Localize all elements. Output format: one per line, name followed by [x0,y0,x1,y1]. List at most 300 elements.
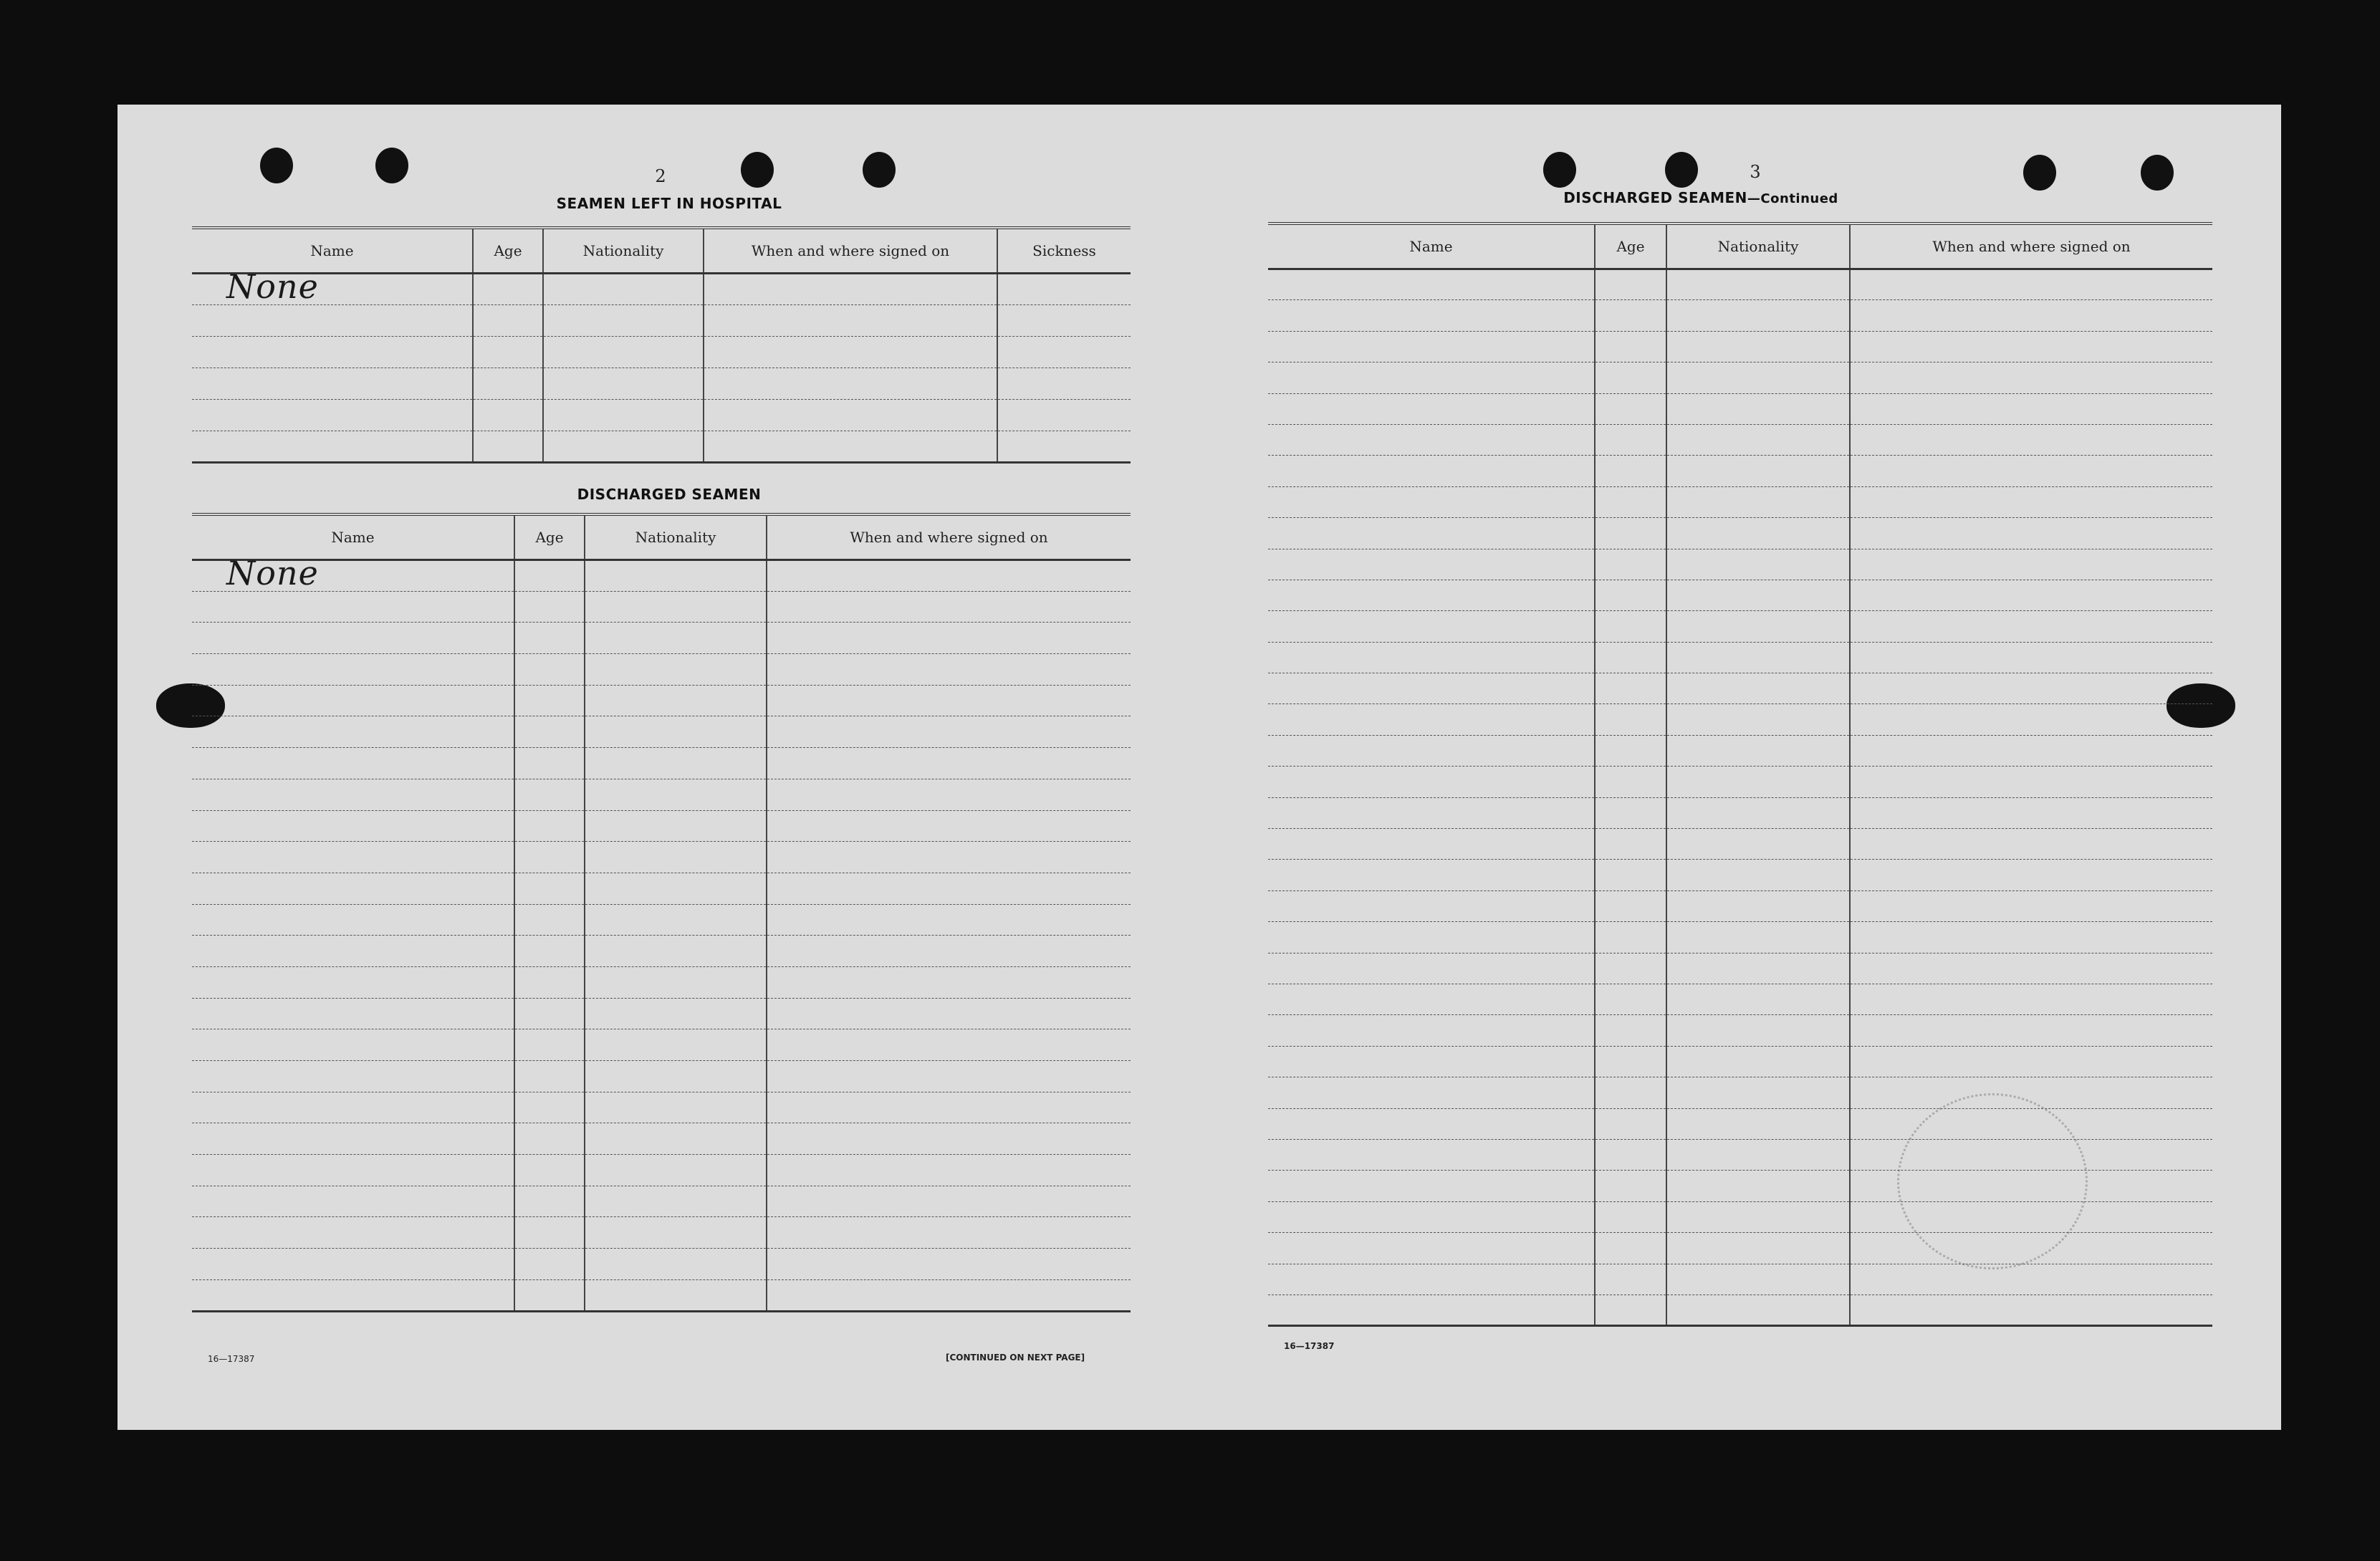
ledger-cell [1850,829,2212,860]
column-header-nationality: Nationality [543,228,704,274]
ledger-cell [192,936,514,967]
form-number-left: 16—17387 [208,1354,255,1364]
ledger-row [192,337,1131,368]
ledger-cell [1595,1139,1666,1170]
ledger-cell [1595,860,1666,890]
ledger-row [1268,860,2212,890]
ledger-cell [1595,1015,1666,1046]
ledger-cell [514,810,585,842]
column-header-nationality: Nationality [1666,224,1850,269]
column-header-age: Age [473,228,543,274]
ledger-cell [1666,269,1850,300]
ledger-cell [997,400,1131,431]
ledger-cell [585,1155,767,1186]
ledger-cell [585,998,767,1029]
ledger-cell [1268,1139,1595,1170]
ledger-cell [585,623,767,654]
column-header-signed-on: When and where signed on [704,228,997,274]
column-header-signed-on: When and where signed on [767,514,1131,560]
ledger-cell [767,1061,1131,1092]
ledger-cell [767,748,1131,779]
page-number-right: 3 [1750,162,1761,182]
ledger-row [192,400,1131,431]
ledger-cell [192,431,473,463]
ledger-cell [514,1029,585,1061]
hospital-section-title: SEAMEN LEFT IN HOSPITAL [556,195,782,212]
punch-hole [2141,155,2174,191]
ledger-cell [514,1217,585,1249]
ledger-cell [1268,735,1595,766]
ledger-cell [1595,1201,1666,1232]
ledger-cell [997,368,1131,400]
ledger-cell [704,337,997,368]
ledger-row [192,305,1131,337]
ledger-cell [514,1249,585,1280]
ledger-row [1268,890,2212,921]
ledger-cell [767,936,1131,967]
column-header-signed-on: When and where signed on [1850,224,2212,269]
ledger-cell [767,779,1131,810]
ledger-cell [1850,331,2212,362]
ledger-row [192,748,1131,779]
ledger-cell [767,1186,1131,1217]
ledger-cell [192,1123,514,1155]
ledger-cell [1850,1046,2212,1077]
ledger-cell [1850,890,2212,921]
ledger-cell [1666,673,1850,704]
ledger-cell [1595,922,1666,953]
ledger-cell [543,431,704,463]
ledger-row [1268,611,2212,642]
ledger-cell [767,998,1131,1029]
ledger-row [192,591,1131,623]
ledger-cell [192,716,514,748]
ledger-cell [767,873,1131,904]
ledger-cell [1666,1201,1850,1232]
ledger-cell [1268,269,1595,300]
ledger-cell [1268,953,1595,984]
ledger-cell [1850,704,2212,735]
ledger-cell [1268,1295,1595,1325]
ledger-cell [767,904,1131,936]
ledger-cell [1666,549,1850,580]
ledger-cell [1595,953,1666,984]
ledger-cell [473,400,543,431]
ledger-cell [192,904,514,936]
ledger-cell [192,1249,514,1280]
ledger-cell [585,873,767,904]
ledger-row [192,779,1131,810]
ledger-cell [514,1155,585,1186]
ledger-row [1268,424,2212,455]
ledger-row [1268,1233,2212,1264]
ledger-cell [543,274,704,305]
ledger-cell [767,1249,1131,1280]
ledger-cell [1850,269,2212,300]
ledger-cell [1850,518,2212,549]
ledger-cell [1666,486,1850,517]
ledger-cell [1850,1264,2212,1295]
ledger-cell [1268,984,1595,1014]
ledger-cell [1595,704,1666,735]
ledger-cell [1666,1077,1850,1108]
ledger-cell [192,998,514,1029]
ledger-cell [1268,1171,1595,1201]
ledger-cell [767,716,1131,748]
ledger-cell [1595,1046,1666,1077]
ledger-cell [1850,456,2212,486]
ledger-cell [1268,611,1595,642]
ledger-cell [997,337,1131,368]
ledger-cell [192,591,514,623]
ledger-cell [1666,735,1850,766]
ledger-row [192,1155,1131,1186]
handwritten-entry: None [226,267,319,306]
ledger-row [192,1092,1131,1123]
ledger-cell [514,591,585,623]
ledger-cell [1666,300,1850,331]
ledger-cell [1666,456,1850,486]
ledger-cell [767,1092,1131,1123]
punch-hole [2023,155,2056,191]
ledger-cell [1850,362,2212,393]
ledger-cell [767,842,1131,873]
ledger-cell [1850,549,2212,580]
ledger-cell [1595,580,1666,610]
ledger-cell [514,1092,585,1123]
ledger-row [192,1279,1131,1311]
ledger-cell [514,748,585,779]
ledger-cell [1666,1233,1850,1264]
ledger-cell [514,842,585,873]
ledger-cell [585,654,767,686]
ledger-cell [514,779,585,810]
hospital-table [192,226,1131,464]
ledger-cell [767,591,1131,623]
hospital-rows [192,267,1131,463]
ledger-cell [192,1092,514,1123]
ledger-cell [1850,797,2212,828]
ledger-row [1268,331,2212,362]
ledger-cell [1666,580,1850,610]
ledger-row [192,904,1131,936]
right-section-title [1543,189,1858,206]
ledger-cell [585,1217,767,1249]
ledger-cell [1595,1233,1666,1264]
ledger-row [192,716,1131,748]
ledger-cell [473,305,543,337]
ledger-cell [1666,953,1850,984]
ledger-cell [192,966,514,998]
ledger-cell [1850,860,2212,890]
page-number-left: 2 [655,166,666,186]
ledger-cell [585,716,767,748]
right-title-continued: —Continued [1747,191,1838,206]
ledger-cell [192,779,514,810]
ledger-row [1268,549,2212,580]
ledger-cell [192,1029,514,1061]
ledger-cell [1268,829,1595,860]
ledger-cell [192,1217,514,1249]
ledger-cell [1666,767,1850,797]
ledger-cell [1666,1046,1850,1077]
ledger-cell [543,305,704,337]
ledger-cell [767,623,1131,654]
ledger-cell [767,1029,1131,1061]
ledger-cell [514,716,585,748]
ledger-cell [1666,642,1850,673]
ledger-cell [1666,362,1850,393]
ledger-row [192,623,1131,654]
ledger-cell [585,1092,767,1123]
ledger-row [1268,362,2212,393]
ledger-cell [585,936,767,967]
ledger-row [1268,300,2212,331]
ledger-cell [1268,393,1595,424]
ledger-cell [1850,642,2212,673]
ledger-cell [1268,1015,1595,1046]
ledger-cell [1666,860,1850,890]
ledger-cell [192,337,473,368]
ledger-row [192,654,1131,686]
ledger-row [192,936,1131,967]
ledger-row [192,685,1131,716]
ledger-cell [1850,673,2212,704]
ledger-cell [1268,860,1595,890]
ledger-cell [1595,1295,1666,1325]
ledger-cell [1268,1108,1595,1139]
ledger-cell [1268,1201,1595,1232]
ledger-cell [1595,518,1666,549]
ledger-cell [585,560,767,592]
ledger-cell [192,368,473,400]
ledger-cell [192,1061,514,1092]
ledger-cell [585,748,767,779]
ledger-cell [473,274,543,305]
ledger-cell [1666,1015,1850,1046]
ledger-row [192,842,1131,873]
ledger-row [192,1061,1131,1092]
ledger-cell [1850,735,2212,766]
ledger-row [192,966,1131,998]
ledger-cell [704,400,997,431]
ledger-cell [767,810,1131,842]
ledger-cell [1595,424,1666,455]
column-header-sickness: Sickness [997,228,1131,274]
ledger-cell [1666,797,1850,828]
column-header-nationality: Nationality [585,514,767,560]
ledger-row [1268,797,2212,828]
ledger-cell [1268,331,1595,362]
ledger-cell [1595,393,1666,424]
ledger-row [192,1123,1131,1155]
ledger-cell [192,305,473,337]
ledger-row [1268,953,2212,984]
ledger-cell [585,1249,767,1280]
punch-hole [1543,152,1576,188]
ledger-cell [192,1186,514,1217]
ledger-cell [473,431,543,463]
ledger-cell [1666,518,1850,549]
ledger-cell [1268,362,1595,393]
ledger-cell [585,1123,767,1155]
right-title-main: DISCHARGED SEAMEN [1563,189,1747,206]
ledger-cell [1268,300,1595,331]
ledger-row [1268,1264,2212,1295]
ledger-row [1268,580,2212,610]
ledger-cell [1666,1295,1850,1325]
ledger-row [1268,922,2212,953]
ledger-cell [585,966,767,998]
ledger-row [1268,486,2212,517]
ledger-cell [1850,486,2212,517]
ledger-cell [1666,611,1850,642]
ledger-row [1268,1295,2212,1325]
ledger-cell [514,1061,585,1092]
ledger-cell [997,305,1131,337]
ledger-cell [704,431,997,463]
ledger-cell [704,274,997,305]
ledger-cell [1595,300,1666,331]
ledger-cell [192,748,514,779]
ledger-cell [514,998,585,1029]
ledger-cell [767,966,1131,998]
ledger-cell [1268,1046,1595,1077]
ledger-cell [585,1061,767,1092]
ledger-cell [1595,890,1666,921]
ledger-cell [767,1217,1131,1249]
ledger-cell [1666,424,1850,455]
ledger-row [192,274,1131,305]
ledger-cell [1595,362,1666,393]
ledger-cell [585,591,767,623]
ledger-cell [514,685,585,716]
column-header-name: Name [192,514,514,560]
ledger-cell [1850,300,2212,331]
ledger-cell [1595,611,1666,642]
ledger-cell [1595,1171,1666,1201]
ledger-cell [192,685,514,716]
ledger-cell [1595,1077,1666,1108]
ledger-cell [1666,890,1850,921]
ledger-cell [514,1186,585,1217]
ledger-cell [192,623,514,654]
ledger-cell [1850,393,2212,424]
ledger-cell [585,904,767,936]
ledger-cell [767,654,1131,686]
discharged-table [192,513,1131,1312]
ledger-cell [192,1279,514,1311]
ledger-cell [997,431,1131,463]
punch-hole [260,148,293,183]
ledger-cell [1268,549,1595,580]
ledger-cell [1595,642,1666,673]
ledger-cell [1595,767,1666,797]
ledger-cell [1268,890,1595,921]
punch-hole [375,148,408,183]
ledger-cell [585,810,767,842]
ledger-cell [1268,424,1595,455]
column-header-name: Name [192,228,473,274]
ledger-cell [1666,922,1850,953]
ledger-cell [1850,424,2212,455]
ledger-cell [1666,1108,1850,1139]
ledger-row [192,368,1131,400]
ledger-row [1268,393,2212,424]
ledger-cell [1666,1171,1850,1201]
ledger-cell [585,1029,767,1061]
ledger-cell [1268,486,1595,517]
ledger-cell [1595,984,1666,1014]
handwritten-entry: None [226,554,319,592]
ledger-cell [192,1155,514,1186]
ledger-cell [514,560,585,592]
discharged-section-title: DISCHARGED SEAMEN [577,486,762,503]
ledger-row [192,1249,1131,1280]
ledger-cell [585,1186,767,1217]
ledger-cell [1595,486,1666,517]
ledger-cell [514,654,585,686]
ledger-cell [192,400,473,431]
ledger-cell [1595,1264,1666,1295]
ledger-cell [473,368,543,400]
punch-hole [863,152,896,188]
ledger-cell [1666,829,1850,860]
ledger-cell [1666,331,1850,362]
ledger-row [1268,1046,2212,1077]
ledger-cell [1595,735,1666,766]
ledger-row [192,1217,1131,1249]
ledger-cell [1666,704,1850,735]
ledger-cell [767,1155,1131,1186]
ledger-cell [514,1123,585,1155]
ledger-cell [1666,1139,1850,1170]
ledger-cell [1850,953,2212,984]
ledger-cell [1268,922,1595,953]
ledger-cell [514,1279,585,1311]
ledger-cell [514,873,585,904]
ledger-cell [192,873,514,904]
ledger-cell [1850,580,2212,610]
ledger-row [1268,984,2212,1014]
ledger-cell [1268,767,1595,797]
ledger-cell [1850,611,2212,642]
ledger-row [1268,269,2212,300]
ledger-cell [1268,1233,1595,1264]
punch-hole [741,152,774,188]
ledger-row [1268,704,2212,735]
ledger-cell [192,554,514,592]
ledger-cell [1595,673,1666,704]
ledger-cell [1268,673,1595,704]
ledger-cell [192,842,514,873]
faint-stamp [1897,1093,2088,1269]
ledger-cell [1850,984,2212,1014]
ledger-row [1268,518,2212,549]
ledger-cell [1595,331,1666,362]
ledger-cell [192,810,514,842]
ledger-cell [704,368,997,400]
ledger-cell [1595,1108,1666,1139]
column-header-age: Age [1595,224,1666,269]
ledger-row [192,873,1131,904]
ledger-cell [473,337,543,368]
ledger-cell [767,685,1131,716]
ledger-row [1268,735,2212,766]
ledger-cell [1268,456,1595,486]
discharged-rows [192,554,1131,1312]
ledger-cell [1850,1015,2212,1046]
